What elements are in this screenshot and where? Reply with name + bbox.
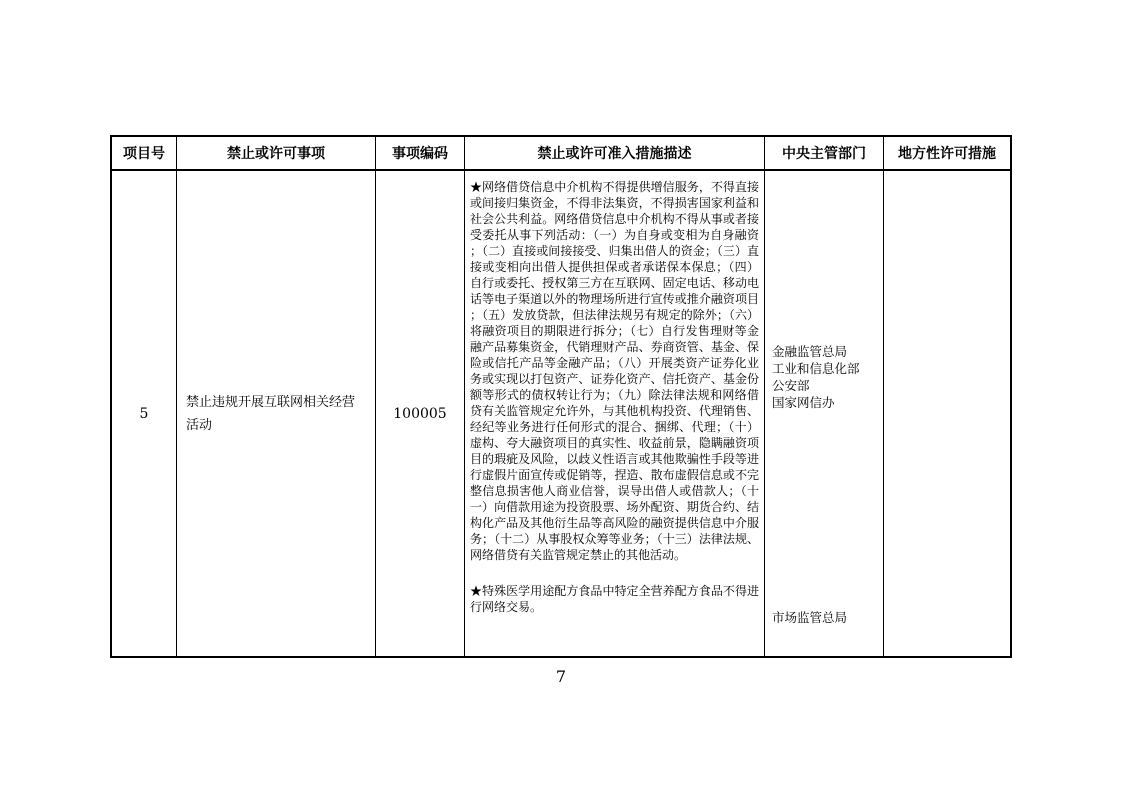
- matter-text: 禁止违规开展互联网相关经营活动: [186, 394, 356, 433]
- department-line: 公安部: [772, 378, 810, 393]
- column-header-local-measures: 地方性许可措施: [884, 137, 1010, 171]
- column-header-central-department: 中央主管部门: [765, 137, 884, 171]
- cell-item-no: 5: [112, 171, 177, 656]
- department-group-2: [772, 609, 879, 626]
- column-header-item-no: 项目号: [112, 137, 177, 171]
- column-header-code: 事项编码: [376, 137, 465, 171]
- cell-matter: [177, 171, 376, 656]
- measure-paragraph-2: ★特殊医学用途配方食品中特定全营养配方食品不得进行网络交易。: [470, 584, 759, 614]
- department-line: 国家网信办: [772, 395, 835, 410]
- column-header-measure-description: 禁止或许可准入措施描述: [465, 137, 765, 171]
- cell-local-measures: [884, 171, 1010, 656]
- department-line: 金融监管总局: [772, 344, 848, 359]
- page-number: 7: [555, 667, 567, 686]
- column-header-matter: 禁止或许可事项: [177, 137, 376, 171]
- department-group-1: [772, 343, 879, 411]
- department-line: 工业和信息化部: [772, 361, 860, 376]
- cell-measure-description: [465, 171, 765, 656]
- access-measures-table: [110, 135, 1012, 658]
- cell-code: 100005: [376, 171, 465, 656]
- cell-central-departments: [765, 171, 884, 656]
- department-line: 市场监管总局: [772, 610, 848, 625]
- measure-paragraph-1: ★网络借贷信息中介机构不得提供增信服务，不得直接或间接归集资金，不得非法集资，不得损害国家利益和社会公共利益。网络借贷信息中介机构不得从事或者接受委托从事下列活动：（一）为自身或变相为自身融资；（二）直接或间接接受、归集出借人的资金；（三）直接或变相向出借人提供担保或者承诺保本保息；（四）自行或委托、授权第三方在互联网、固定电话、移动电话等电子渠道以外的物理场所进行宣传或推介融资项目；（五）发放贷款，但法律法规另有规定的除外；（六）将融资项目的期限进行拆分；（七）自行发售理财等金融产品募集资金，代销理财产品、券商资管、基金、保险或信托产品等金融产品；（八）开展类资产证券化业务或实现以打包资产、证券化资产、信托资产、基金份额等形式的债权转让行为；（九）除法律法规和网络借贷有关监管规定允许外，与其他机构投资、代理销售、经纪等业务进行任何形式的混合、捆绑、代理；（十）虚构、夸大融资项目的真实性、收益前景，隐瞒融资项目的瑕疵及风险，以歧义性语言或其他欺骗性手段等进行虚假片面宣传或促销等，捏造、散布虚假信息或不完整信息损害他人商业信誉，误导出借人或借款人；（十一）向借款用途为投资股票、场外配资、期货合约、结构化产品及其他衍生品等高风险的融资提供信息中介服务；（十二）从事股权众筹等业务；（十三）法律法规、网络借贷有关监管规定禁止的其他活动。: [470, 180, 759, 562]
